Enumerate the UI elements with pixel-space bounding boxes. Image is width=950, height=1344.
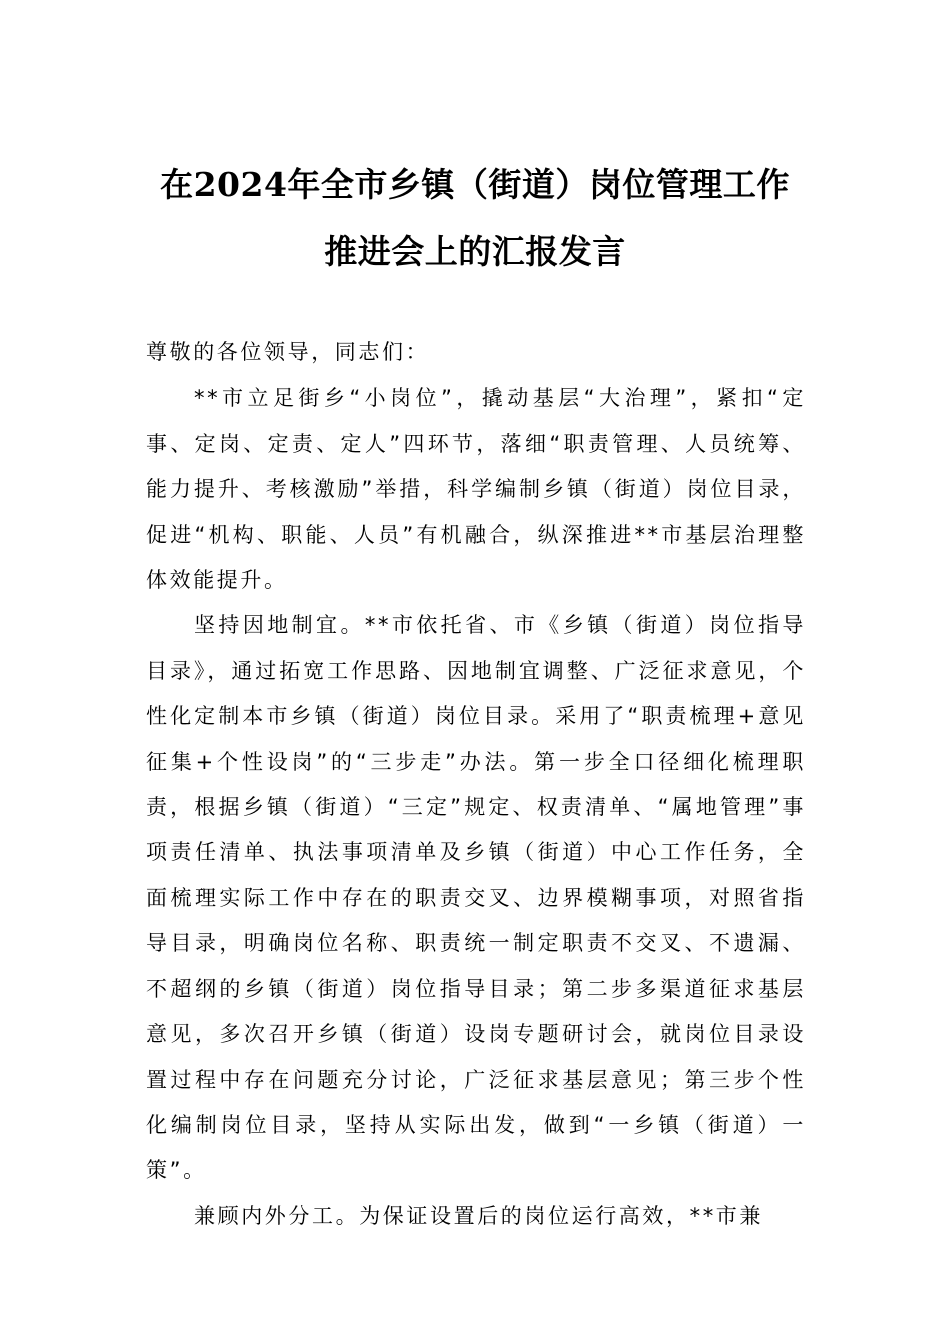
document-title-line-1: 在2024年全市乡镇（街道）岗位管理工作 (160, 165, 790, 204)
paragraph-adapt-local: 坚持因地制宜。**市依托省、市《乡镇（街道）岗位指导目录》，通过拓宽工作思路、因地制宜调整、广泛征求意见，个性化定制本市乡镇（街道）岗位目录。采用了“职责梳理+意见征集+个性设岗”的“三步走”办法。第一步全口径细化梳理职责，根据乡镇（街道）“三定”规定、权责清单、“属地管理”事项责任清单、执法事项清单及乡镇（街道）中心工作任务，全面梳理实际工作中存在的职责交叉、边界模糊事项，对照省指导目录，明确岗位名称、职责统一制定职责不交叉、不遗漏、不超纲的乡镇（街道）岗位指导目录；第二步多渠道征求基层意见，多次召开乡镇（街道）设岗专题研讨会，就岗位目录设置过程中存在问题充分讨论，广泛征求基层意见；第三步个性化编制岗位目录，坚持从实际出发，做到“一乡镇（街道）一策”。 (146, 613, 806, 1183)
greeting: 尊敬的各位领导，同志们： (146, 340, 430, 364)
paragraph-intro: **市立足街乡“小岗位”，撬动基层“大治理”，紧扣“定事、定岗、定责、定人”四环节，落细“职责管理、人员统筹、能力提升、考核激励”举措，科学编制乡镇（街道）岗位目录，促进“机构、职能、人员”有机融合，纵深推进**市基层治理整体效能提升。 (146, 386, 806, 593)
paragraph-division: 兼顾内外分工。为保证设置后的岗位运行高效，**市兼 (194, 1203, 763, 1228)
document-title-line-2: 推进会上的汇报发言 (324, 232, 626, 271)
document-body (146, 330, 806, 1239)
